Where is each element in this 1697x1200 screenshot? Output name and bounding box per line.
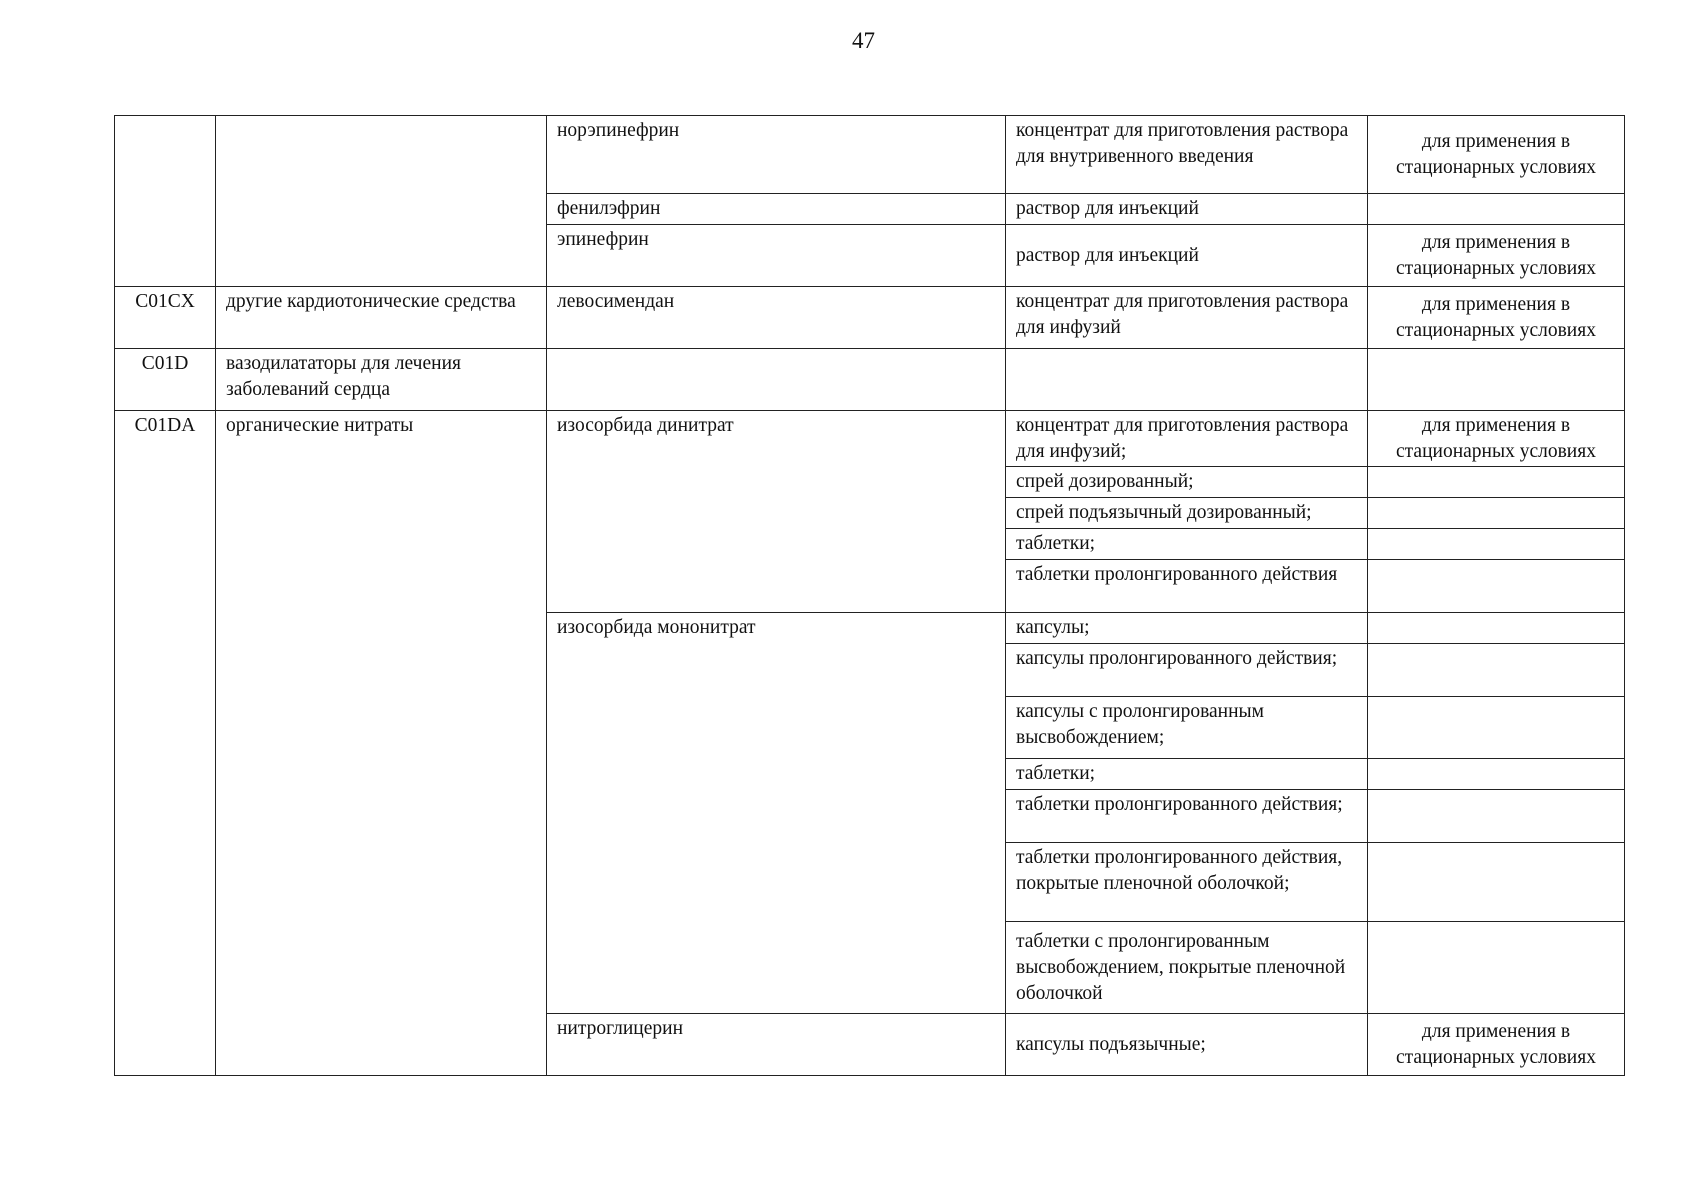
usage-note: для применения в стационарных условиях [1368, 1014, 1625, 1076]
dosage-form: концентрат для приготовления раствора для инфузий; [1006, 411, 1368, 467]
drug-name: левосимендан [547, 287, 1006, 349]
atc-group-cell [216, 116, 547, 287]
atc-group: другие кардиотонические средства [216, 287, 547, 349]
usage-note [1368, 697, 1625, 759]
table-row [115, 349, 1625, 411]
usage-note: для применения в стационарных условиях [1368, 287, 1625, 349]
dosage-form: таблетки пролонгированного действия, покрытые пленочной оболочкой; [1006, 843, 1368, 922]
dosage-form: таблетки; [1006, 759, 1368, 790]
drug-name: фенилэфрин [547, 194, 1006, 225]
dosage-form: капсулы с пролонгированным высвобождением; [1006, 697, 1368, 759]
atc-code: C01D [115, 349, 216, 411]
drug-name [547, 349, 1006, 411]
drug-name: изосорбида мононитрат [547, 613, 1006, 1014]
usage-note [1368, 843, 1625, 922]
drug-name: норэпинефрин [547, 116, 1006, 194]
atc-code-cell [115, 116, 216, 287]
usage-note: для применения в стационарных условиях [1368, 225, 1625, 287]
usage-note [1368, 560, 1625, 613]
usage-note [1368, 759, 1625, 790]
page-number: 47 [852, 28, 875, 53]
dosage-form [1006, 349, 1368, 411]
dosage-form: таблетки с пролонгированным высвобождением, покрытые пленочной оболочкой [1006, 922, 1368, 1014]
drug-name: нитроглицерин [547, 1014, 1006, 1076]
dosage-form: таблетки; [1006, 529, 1368, 560]
dosage-form: раствор для инъекций [1006, 225, 1368, 287]
table-row [115, 116, 1625, 194]
usage-note [1368, 349, 1625, 411]
dosage-form: спрей подъязычный дозированный; [1006, 498, 1368, 529]
usage-note [1368, 467, 1625, 498]
dosage-form: концентрат для приготовления раствора для инфузий [1006, 287, 1368, 349]
dosage-form: капсулы подъязычные; [1006, 1014, 1368, 1076]
dosage-form: капсулы; [1006, 613, 1368, 644]
atc-code: C01DA [115, 411, 216, 1076]
dosage-form: спрей дозированный; [1006, 467, 1368, 498]
drug-name: эпинефрин [547, 225, 1006, 287]
atc-group: органические нитраты [216, 411, 547, 1076]
table-row [115, 411, 1625, 467]
table-row [115, 287, 1625, 349]
dosage-form: таблетки пролонгированного действия [1006, 560, 1368, 613]
usage-note [1368, 644, 1625, 697]
usage-note [1368, 498, 1625, 529]
usage-note [1368, 613, 1625, 644]
usage-note [1368, 529, 1625, 560]
dosage-form: раствор для инъекций [1006, 194, 1368, 225]
usage-note [1368, 194, 1625, 225]
usage-note [1368, 922, 1625, 1014]
drug-table [114, 115, 1625, 1076]
drug-name: изосорбида динитрат [547, 411, 1006, 613]
atc-group: вазодилататоры для лечения заболеваний сердца [216, 349, 547, 411]
usage-note: для применения в стационарных условиях [1368, 411, 1625, 467]
usage-note: для применения в стационарных условиях [1368, 116, 1625, 194]
atc-code: C01CX [115, 287, 216, 349]
dosage-form: концентрат для приготовления раствора для внутривенного введения [1006, 116, 1368, 194]
usage-note [1368, 790, 1625, 843]
dosage-form: таблетки пролонгированного действия; [1006, 790, 1368, 843]
dosage-form: капсулы пролонгированного действия; [1006, 644, 1368, 697]
